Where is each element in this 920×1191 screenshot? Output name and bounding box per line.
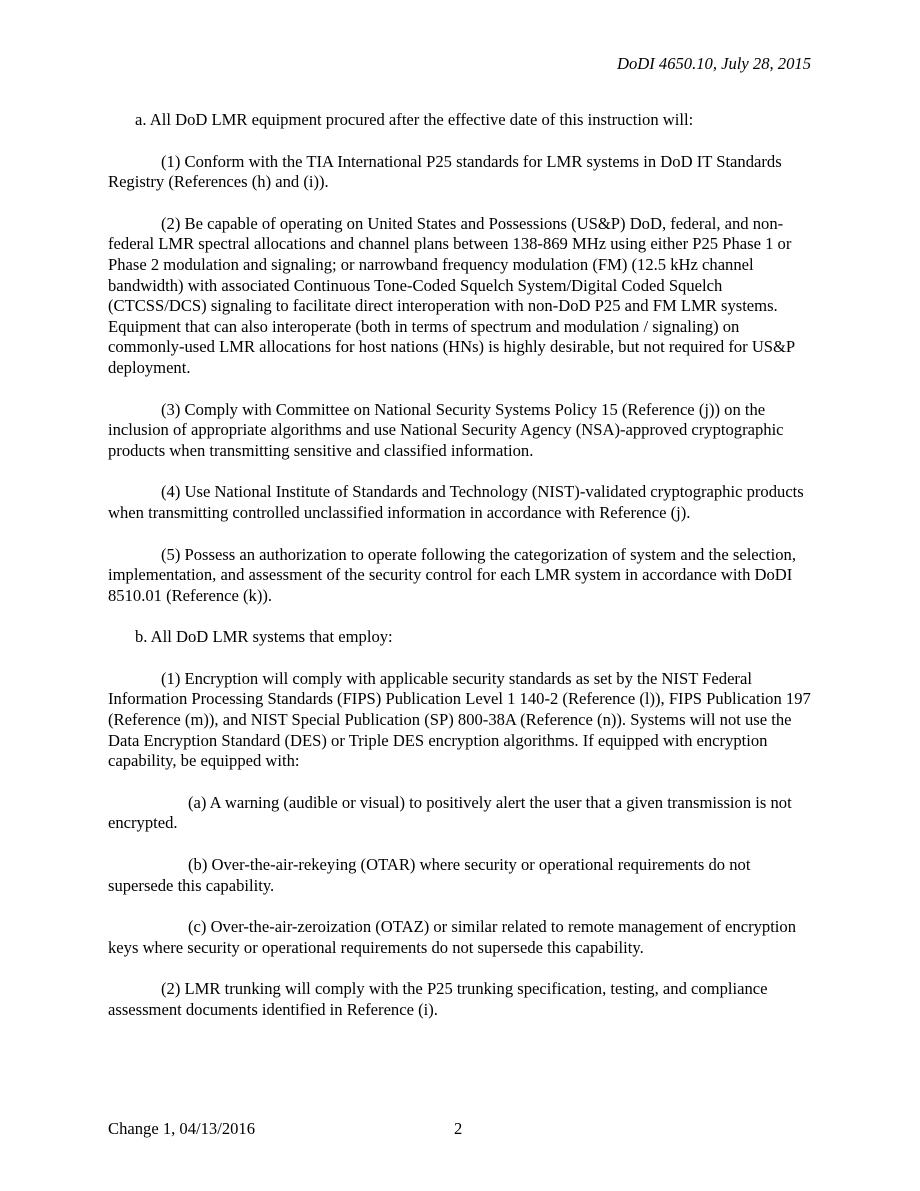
paragraph-a-1: (1) Conform with the TIA International P25 standards for LMR systems in DoD IT Standards Registry (References (h) and (i)). [108, 151, 782, 192]
paragraph-b-1-b: (b) Over-the-air-rekeying (OTAR) where security or operational requirements do not supersede this capability. [108, 855, 751, 895]
paragraph-b-1-c: (c) Over-the-air-zeroization (OTAZ) or similar related to remote management of encryption keys where security or operational requirements do not supersede this capability. [108, 917, 797, 957]
paragraph-b-1: (1) Encryption will comply with applicable security standards as set by the NIST Federal Information Processing Standards (FIPS) Publication Level 1 140-2 (Reference (l)), FIPS Publication 197 (Reference (m)), and NIST Special Publication (SP) 800-38A (Reference (n)). Systems will not use the Data Encryption Standard (DES) or Triple DES encryption algorithms. If equipped with encryption capability, be equipped with: [108, 668, 811, 771]
paragraph-a-3: (3) Comply with Committee on National Security Systems Policy 15 (Reference (j)) on the inclusion of appropriate algorithms and use National Security Agency (NSA)-approved cryptographic products when transmitting sensitive and classified information. [108, 399, 784, 460]
document-body [108, 110, 813, 1042]
paragraph-a-5: (5) Possess an authorization to operate following the categorization of system and the selection, implementation, and assessment of the security control for each LMR system in accordance with DoDI 8510.01 (Reference (k)). [108, 544, 796, 605]
paragraph-a-2: (2) Be capable of operating on United States and Possessions (US&P) DoD, federal, and non-federal LMR spectral allocations and channel plans between 138-869 MHz using either P25 Phase 1 or Phase 2 modulation and signaling; or narrowband frequency modulation (FM) (12.5 kHz channel bandwidth) with associated Continuous Tone-Coded Squelch System/Digital Coded Squelch (CTCSS/DCS) signaling to facilitate direct interoperation with non-DoD P25 and FM LMR systems. Equipment that can also interoperate (both in terms of spectrum and modulation / signaling) on commonly-used LMR allocations for host nations (HNs) is highly desirable, but not required for US&P deployment. [108, 213, 795, 377]
page-number: 2 [454, 1119, 463, 1138]
paragraph-b: b. All DoD LMR systems that employ: [135, 627, 393, 647]
paragraph-b-1-a: (a) A warning (audible or visual) to positively alert the user that a given transmission is not encrypted. [108, 792, 792, 833]
paragraph-a: a. All DoD LMR equipment procured after the effective date of this instruction will: [135, 110, 694, 129]
paragraph-b-2: (2) LMR trunking will comply with the P25 trunking specification, testing, and compliance assessment documents identified in Reference (i). [108, 979, 768, 1019]
document-reference-header: DoDI 4650.10, July 28, 2015 [616, 54, 811, 73]
paragraph-a-4: (4) Use National Institute of Standards and Technology (NIST)-validated cryptographic products when transmitting controlled unclassified information in accordance with Reference (j). [108, 482, 804, 522]
change-footer: Change 1, 04/13/2016 [108, 1119, 256, 1138]
